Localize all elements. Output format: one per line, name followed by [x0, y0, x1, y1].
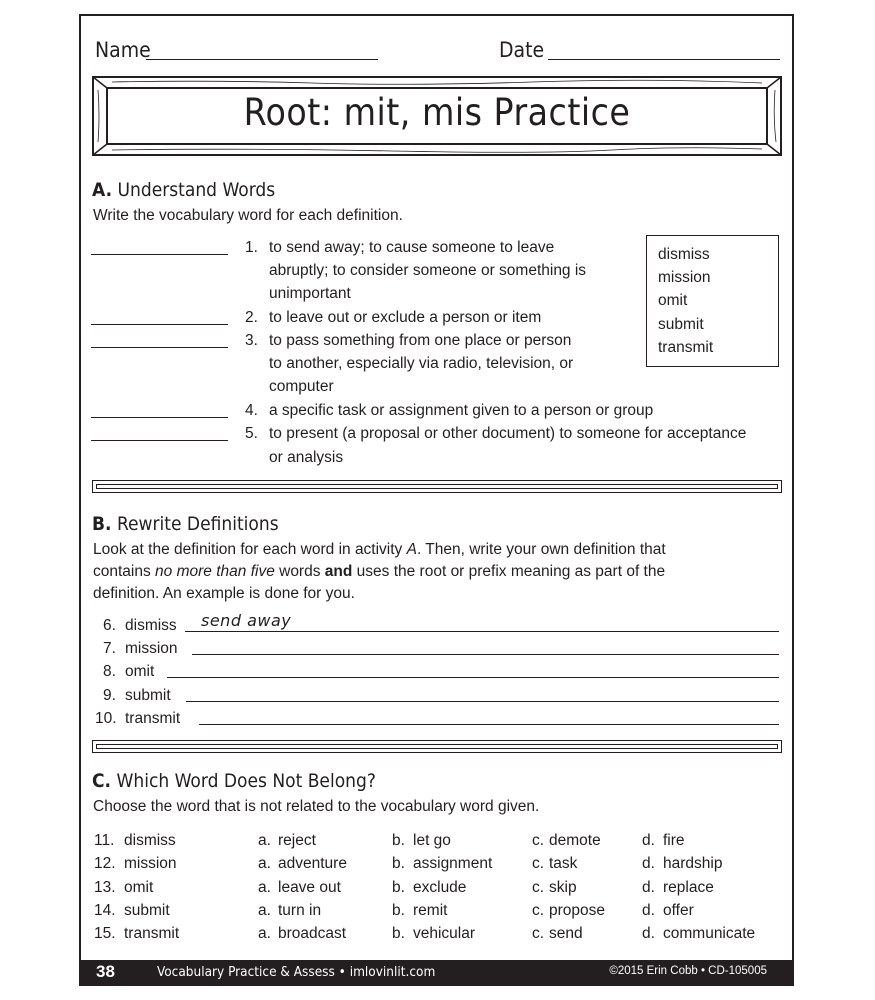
word-bank-item: transmit: [658, 339, 714, 356]
answer-blank-2[interactable]: [91, 324, 228, 325]
section-a-title: Understand Words: [117, 179, 276, 201]
section-a-letter: A.: [92, 179, 113, 201]
item-word: submit: [125, 687, 171, 704]
section-divider: [92, 480, 782, 493]
footer-book-title: Vocabulary Practice & Assess • imlovinlit.com: [157, 964, 436, 980]
footer-copyright: ©2015 Erin Cobb • CD-105005: [609, 965, 767, 977]
word-bank: [646, 235, 779, 367]
section-b-heading: [92, 513, 279, 535]
option-c[interactable]: propose: [549, 902, 606, 919]
definition-text: abruptly; to consider someone or something is: [269, 262, 587, 279]
definition-text: to send away; to cause someone to leave: [269, 239, 555, 256]
instruction-text: uses the root or prefix meaning as part of the: [352, 563, 666, 580]
option-letter: b.: [392, 879, 405, 896]
option-letter: d.: [642, 879, 655, 896]
option-letter: b.: [392, 832, 405, 849]
option-letter: d.: [642, 902, 655, 919]
item-number: 7.: [103, 640, 116, 657]
definition-line[interactable]: [167, 677, 779, 678]
option-letter: a.: [258, 832, 271, 849]
option-letter: c.: [532, 855, 545, 872]
definition-number: 1.: [245, 239, 258, 256]
item-number: 6.: [103, 617, 116, 634]
section-a-heading: [92, 179, 275, 201]
option-b[interactable]: let go: [413, 832, 451, 849]
item-number: 9.: [103, 687, 116, 704]
section-b-letter: B.: [92, 513, 112, 535]
item-number: 10.: [95, 710, 117, 727]
item-number: 8.: [103, 663, 116, 680]
option-b[interactable]: vehicular: [413, 925, 476, 942]
section-b-instruction: definition. An example is done for you.: [93, 585, 355, 602]
footer-bar: [81, 960, 792, 984]
instruction-text: . Then, write your own definition that: [416, 541, 666, 558]
example-answer: send away: [201, 611, 292, 630]
answer-blank-1[interactable]: [91, 254, 228, 255]
item-word: dismiss: [124, 832, 176, 849]
item-word: mission: [125, 640, 178, 657]
section-a-instruction: Write the vocabulary word for each definition.: [93, 207, 403, 224]
option-b[interactable]: exclude: [413, 879, 467, 896]
option-letter: c.: [532, 902, 545, 919]
option-c[interactable]: demote: [549, 832, 601, 849]
item-word: submit: [124, 902, 170, 919]
definition-text: computer: [269, 378, 334, 395]
option-c[interactable]: task: [549, 855, 578, 872]
option-a[interactable]: turn in: [278, 902, 322, 919]
section-c-title: Which Word Does Not Belong?: [116, 770, 376, 792]
date-field[interactable]: [548, 59, 780, 60]
word-bank-item: submit: [658, 316, 704, 333]
option-a[interactable]: broadcast: [278, 925, 347, 942]
section-divider: [92, 740, 782, 753]
word-bank-item: dismiss: [658, 246, 710, 263]
section-b-instruction: [93, 560, 665, 583]
definition-text: or analysis: [269, 449, 344, 466]
section-c-letter: C.: [92, 770, 112, 792]
option-a[interactable]: leave out: [278, 879, 341, 896]
word-bank-item: mission: [658, 269, 711, 286]
item-word: dismiss: [125, 617, 177, 634]
definition-number: 3.: [245, 332, 258, 349]
option-letter: a.: [258, 925, 271, 942]
option-letter: d.: [642, 925, 655, 942]
name-field[interactable]: [146, 59, 378, 60]
option-c[interactable]: send: [549, 925, 583, 942]
item-number: 15.: [94, 925, 116, 942]
page-title: Root: mit, mis Practice: [243, 91, 631, 134]
option-letter: c.: [532, 879, 545, 896]
definition-text: a specific task or assignment given to a person or group: [269, 402, 654, 419]
item-word: transmit: [124, 925, 180, 942]
definition-text: to another, especially via radio, television, or: [269, 355, 574, 372]
option-d[interactable]: communicate: [663, 925, 756, 942]
instruction-bold: and: [324, 563, 353, 580]
instruction-emphasis: no more than five: [155, 563, 275, 580]
option-c[interactable]: skip: [549, 879, 577, 896]
name-label: Name: [95, 38, 151, 62]
definition-line[interactable]: [199, 724, 779, 725]
item-number: 13.: [94, 879, 116, 896]
instruction-emphasis: A: [406, 541, 417, 558]
instruction-text: words: [274, 563, 325, 580]
answer-blank-5[interactable]: [91, 440, 228, 441]
item-number: 12.: [94, 855, 116, 872]
section-c-instruction: Choose the word that is not related to the vocabulary word given.: [93, 798, 540, 815]
section-b-instruction: [93, 538, 666, 561]
definition-line[interactable]: [185, 631, 779, 632]
option-letter: b.: [392, 925, 405, 942]
option-d[interactable]: offer: [663, 902, 694, 919]
option-letter: d.: [642, 832, 655, 849]
page-number: 38: [96, 962, 115, 981]
option-letter: a.: [258, 902, 271, 919]
item-word: mission: [124, 855, 177, 872]
option-b[interactable]: assignment: [413, 855, 493, 872]
item-number: 14.: [94, 902, 116, 919]
section-c-heading: [92, 770, 376, 792]
answer-blank-3[interactable]: [91, 347, 228, 348]
definition-number: 4.: [245, 402, 258, 419]
option-d[interactable]: replace: [663, 879, 714, 896]
definition-number: 5.: [245, 425, 258, 442]
definition-line[interactable]: [192, 654, 779, 655]
option-letter: c.: [532, 832, 545, 849]
option-letter: a.: [258, 855, 271, 872]
definition-text: unimportant: [269, 285, 351, 302]
date-label: Date: [499, 38, 545, 62]
item-word: omit: [125, 663, 155, 680]
item-number: 11.: [94, 832, 115, 849]
definition-text: to present (a proposal or other document) to someone for acceptance: [269, 425, 747, 442]
definition-text: to leave out or exclude a person or item: [269, 309, 542, 326]
option-letter: c.: [532, 925, 545, 942]
word-bank-item: omit: [658, 292, 688, 309]
instruction-text: Look at the definition for each word in activity: [93, 541, 407, 558]
item-word: transmit: [125, 710, 181, 727]
option-d[interactable]: hardship: [663, 855, 723, 872]
option-letter: a.: [258, 879, 271, 896]
option-d[interactable]: fire: [663, 832, 685, 849]
option-letter: b.: [392, 855, 405, 872]
option-letter: b.: [392, 902, 405, 919]
definition-number: 2.: [245, 309, 258, 326]
definition-line[interactable]: [186, 701, 779, 702]
definition-text: to pass something from one place or person: [269, 332, 572, 349]
item-word: omit: [124, 879, 154, 896]
option-letter: d.: [642, 855, 655, 872]
instruction-text: contains: [93, 563, 156, 580]
option-b[interactable]: remit: [413, 902, 448, 919]
option-a[interactable]: adventure: [278, 855, 347, 872]
answer-blank-4[interactable]: [91, 417, 228, 418]
option-a[interactable]: reject: [278, 832, 316, 849]
section-b-title: Rewrite Definitions: [116, 513, 279, 535]
